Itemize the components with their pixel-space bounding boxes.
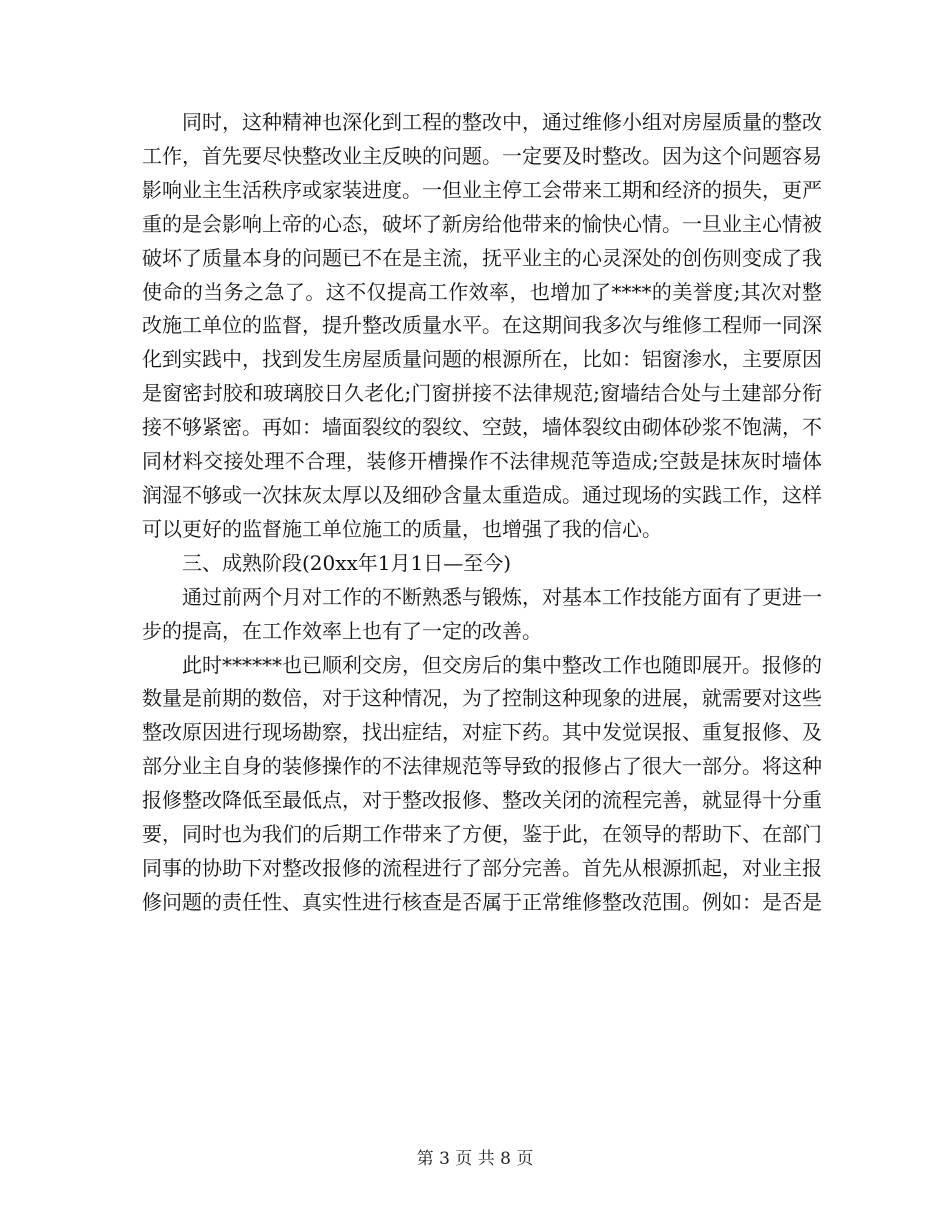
page-number-footer: 第 3 页 共 8 页: [416, 1149, 534, 1169]
document-body: [142, 106, 822, 920]
section-heading-mature-stage: 三、成熟阶段(20xx年1月1日—至今): [182, 550, 512, 575]
paragraph-skill-improvement: 通过前两个月对工作的不断熟悉与锻炼，对基本工作技能方面有了更进一步的提高，在工作效率上也有了一定的改善。: [142, 584, 822, 643]
paragraph-handover-rectification: 此时******也已顺利交房，但交房后的集中整改工作也随即展开。报修的数量是前期的数倍，对于这种情况，为了控制这种现象的进展，就需要对这些整改原因进行现场勘察，找出症结，对症下药。其中发觉误报、重复报修、及部分业主自身的装修操作的不法律规范等导致的报修占了很大一部分。将这种报修整改降低至最低点，对于整改报修、整改关闭的流程完善，就显得十分重要，同时也为我们的后期工作带来了方便，鉴于此，在领导的帮助下、在部门同事的协助下对整改报修的流程进行了部分完善。首先从根源抓起，对业主报修问题的责任性、真实性进行核查是否属于正常维修整改范围。例如：是否是: [142, 652, 822, 914]
paragraph-rectification: 同时，这种精神也深化到工程的整改中，通过维修小组对房屋质量的整改工作，首先要尽快整改业主反映的问题。一定要及时整改。因为这个问题容易影响业主生活秩序或家装进度。一但业主停工会带来工期和经济的损失，更严重的是会影响上帝的心态，破坏了新房给他带来的愉快心情。一旦业主心情被破坏了质量本身的问题已不在是主流，抚平业主的心灵深处的创伤则变成了我使命的当务之急了。这不仅提高工作效率，也增加了****的美誉度;其次对整改施工单位的监督，提升整改质量水平。在这期间我多次与维修工程师一同深化到实践中，找到发生房屋质量问题的根源所在，比如：铝窗渗水，主要原因是窗密封胶和玻璃胶日久老化;门窗拼接不法律规范;窗墙结合处与土建部分衔接不够紧密。再如：墙面裂纹的裂纹、空鼓，墙体裂纹由砌体砂浆不饱满，不同材料交接处理不合理，装修开槽操作不法律规范等造成;空鼓是抹灰时墙体润湿不够或一次抹灰太厚以及细砂含量太重造成。通过现场的实践工作，这样可以更好的监督施工单位施工的质量，也增强了我的信心。: [142, 110, 822, 541]
